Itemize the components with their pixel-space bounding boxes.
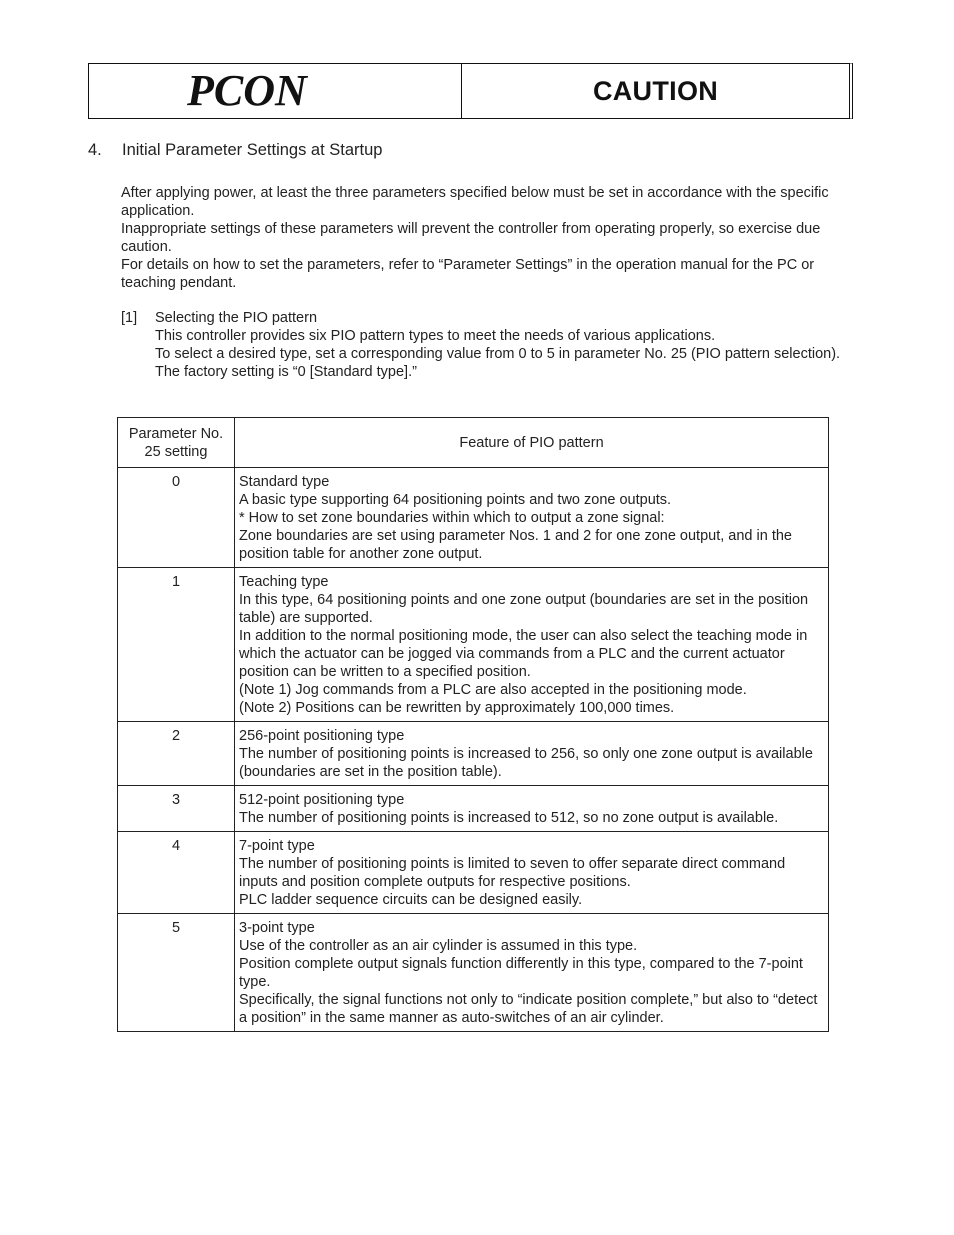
feature-description-line: * How to set zone boundaries within which to output a zone signal: xyxy=(239,510,665,526)
caution-title: CAUTION xyxy=(592,75,719,106)
feature-description-line: PLC ladder sequence circuits can be designed easily. xyxy=(239,892,583,908)
intro-text xyxy=(121,184,857,292)
feature-cell xyxy=(235,914,829,1032)
pio-pattern-table xyxy=(117,417,829,1032)
table-header-row xyxy=(118,418,829,468)
feature-description-line: The number of positioning points is increased to 256, so only one zone output is available (boundaries are set in the position table). xyxy=(239,746,813,780)
pcon-logo xyxy=(89,64,462,118)
subsection-pio-pattern xyxy=(121,309,857,381)
pcon-logo-icon xyxy=(185,71,365,111)
table-row xyxy=(118,722,829,786)
feature-cell xyxy=(235,468,829,568)
setting-value-cell: 2 xyxy=(118,722,235,786)
intro-paragraph: For details on how to set the parameters, refer to “Parameter Settings” in the operation manual for the PC or teaching pendant. xyxy=(121,257,815,291)
feature-type-name: 256-point positioning type xyxy=(239,728,405,744)
table-row xyxy=(118,786,829,832)
feature-description-line: The number of positioning points is increased to 512, so no zone output is available. xyxy=(239,810,779,826)
feature-type-name: Standard type xyxy=(239,474,330,490)
subsection-line: The factory setting is “0 [Standard type].” xyxy=(155,364,417,380)
column-header-setting: Parameter No. 25 setting xyxy=(118,418,235,468)
logo-letter-p: PCON xyxy=(187,71,307,111)
table-row xyxy=(118,832,829,914)
feature-description-line: A basic type supporting 64 positioning points and two zone outputs. xyxy=(239,492,672,508)
feature-type-name: 7-point type xyxy=(239,838,315,854)
setting-value-cell: 5 xyxy=(118,914,235,1032)
feature-description-line: Position complete output signals function differently in this type, compared to the 7-point type. xyxy=(239,956,803,990)
feature-cell xyxy=(235,832,829,914)
intro-paragraph: After applying power, at least the three parameters specified below must be set in accordance with the specific application. xyxy=(121,185,829,219)
table-row xyxy=(118,468,829,568)
feature-type-name: 512-point positioning type xyxy=(239,792,405,808)
feature-description-line: Specifically, the signal functions not only to “indicate position complete,” but also to “detect a position” in the same manner as auto-switches of an air cylinder. xyxy=(239,992,818,1026)
page-header xyxy=(88,63,853,119)
feature-description-line: Use of the controller as an air cylinder is assumed in this type. xyxy=(239,938,638,954)
section-heading xyxy=(88,141,382,160)
feature-type-name: Teaching type xyxy=(239,574,329,590)
setting-value-cell: 4 xyxy=(118,832,235,914)
setting-value-cell: 3 xyxy=(118,786,235,832)
feature-cell xyxy=(235,568,829,722)
setting-value-cell: 1 xyxy=(118,568,235,722)
setting-value-cell: 0 xyxy=(118,468,235,568)
intro-paragraph: Inappropriate settings of these parameters will prevent the controller from operating properly, so exercise due caution. xyxy=(121,221,821,255)
feature-description-line: Zone boundaries are set using parameter Nos. 1 and 2 for one zone output, and in the position table for another zone output. xyxy=(239,528,792,562)
subsection-title: Selecting the PIO pattern xyxy=(155,310,318,326)
subsection-line: To select a desired type, set a corresponding value from 0 to 5 in parameter No. 25 (PIO pattern selection). xyxy=(155,346,841,362)
feature-description-line: In addition to the normal positioning mode, the user can also select the teaching mode in which the actuator can be jogged via commands from a PLC and the current actuator position can be written to a specified position. xyxy=(239,628,808,680)
table-row xyxy=(118,914,829,1032)
feature-description-line: In this type, 64 positioning points and one zone output (boundaries are set in the position table) are supported. xyxy=(239,592,809,626)
section-number: 4. xyxy=(88,141,102,159)
feature-type-name: 3-point type xyxy=(239,920,315,936)
feature-cell xyxy=(235,722,829,786)
table-row xyxy=(118,568,829,722)
section-title: Initial Parameter Settings at Startup xyxy=(122,141,383,159)
column-header-feature: Feature of PIO pattern xyxy=(235,418,829,468)
subsection-tag: [1] xyxy=(121,310,138,326)
feature-description-line: The number of positioning points is limited to seven to offer separate direct command inputs and position complete outputs for respective positions. xyxy=(239,856,786,890)
feature-cell xyxy=(235,786,829,832)
feature-description-line: (Note 1) Jog commands from a PLC are also accepted in the positioning mode. xyxy=(239,682,747,698)
feature-description-line: (Note 2) Positions can be rewritten by approximately 100,000 times. xyxy=(239,700,675,716)
subsection-line: This controller provides six PIO pattern types to meet the needs of various applications. xyxy=(155,328,716,344)
